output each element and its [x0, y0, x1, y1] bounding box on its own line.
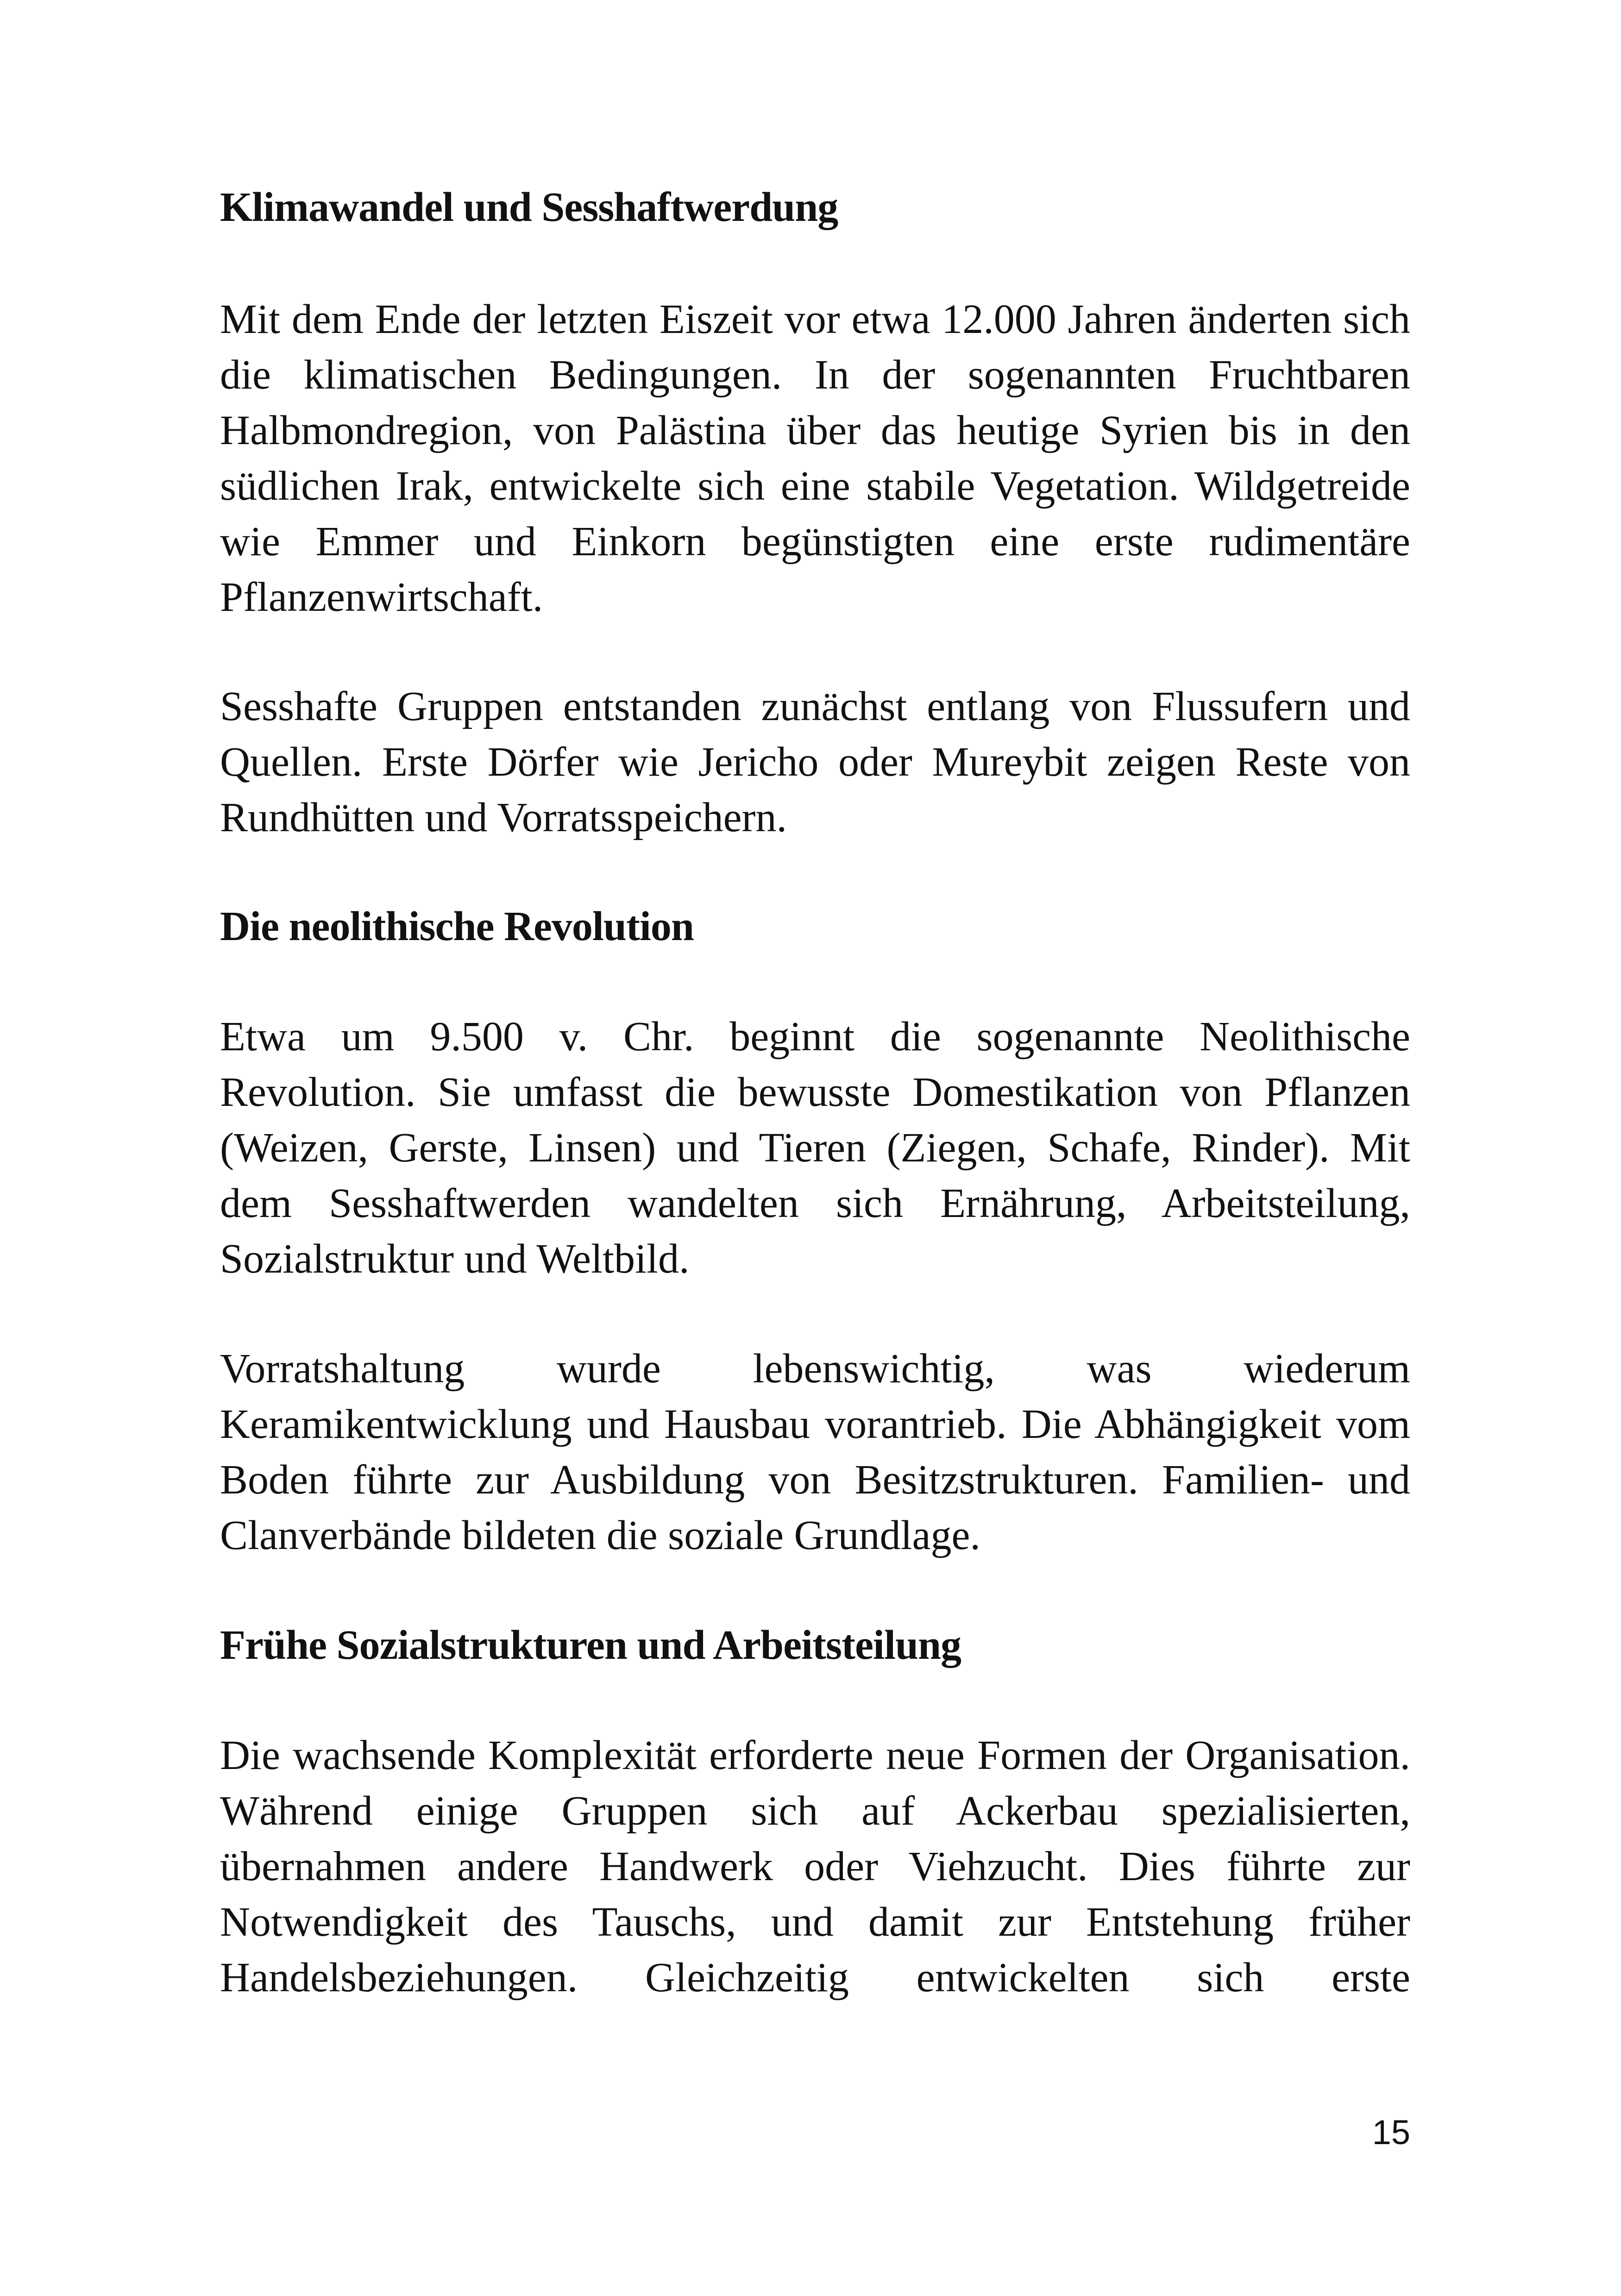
section-heading-fruehe-sozialstrukturen: Frühe Sozialstrukturen und Arbeitsteilung [220, 1622, 961, 1668]
paragraph: Sesshafte Gruppen entstanden zunächst entlang von Flussufern und Quellen. Erste Dörfer wie Jericho oder Mureybit zeigen Reste von Rundhütten und Vorratsspeichern. [220, 684, 1410, 841]
section-heading-klimawandel: Klimawandel und Sesshaftwerdung [220, 184, 838, 230]
paragraph: Vorratshaltung wurde lebenswichtig, was wiederum Keramikentwicklung und Hausbau vorantrieb. Die Abhängigkeit vom Boden führte zur Ausbildung von Besitzstrukturen. Familien- und Clanverbände bildeten die soziale Grundlage. [220, 1346, 1410, 1558]
paragraph: Mit dem Ende der letzten Eiszeit vor etwa 12.000 Jahren änderten sich die klimatischen Bedingungen. In der sogenannten Fruchtbaren Halbmondregion, von Palästina über das heutige Syrien bis in den südlichen Irak, entwickelte sich eine stabile Vegetation. Wildgetreide wie Emmer und Einkorn begünstigten eine erste rudimentäre Pflanzenwirtschaft. [220, 296, 1410, 620]
page-number: 15 [1372, 2113, 1410, 2152]
paragraph: Etwa um 9.500 v. Chr. beginnt die sogenannte Neolithische Revolution. Sie umfasst die bewusste Domestikation von Pflanzen (Weizen, Gerste, Linsen) und Tieren (Ziegen, Schafe, Rinder). Mit dem Sesshaftwerden wandelten sich Ernährung, Arbeitsteilung, Sozialstruktur und Weltbild. [220, 1014, 1410, 1282]
text-column [220, 180, 1410, 2006]
paragraph: Die wachsende Komplexität erforderte neue Formen der Organisation. Während einige Gruppen sich auf Ackerbau spezialisierten, übernahmen andere Handwerk oder Viehzucht. Dies führte zur Notwendigkeit des Tauschs, und damit zur Entstehung früher Handelsbeziehungen. Gleichzeitig entwickelten sich erste [220, 1732, 1410, 2001]
section-heading-neolithische-revolution: Die neolithische Revolution [220, 903, 694, 949]
